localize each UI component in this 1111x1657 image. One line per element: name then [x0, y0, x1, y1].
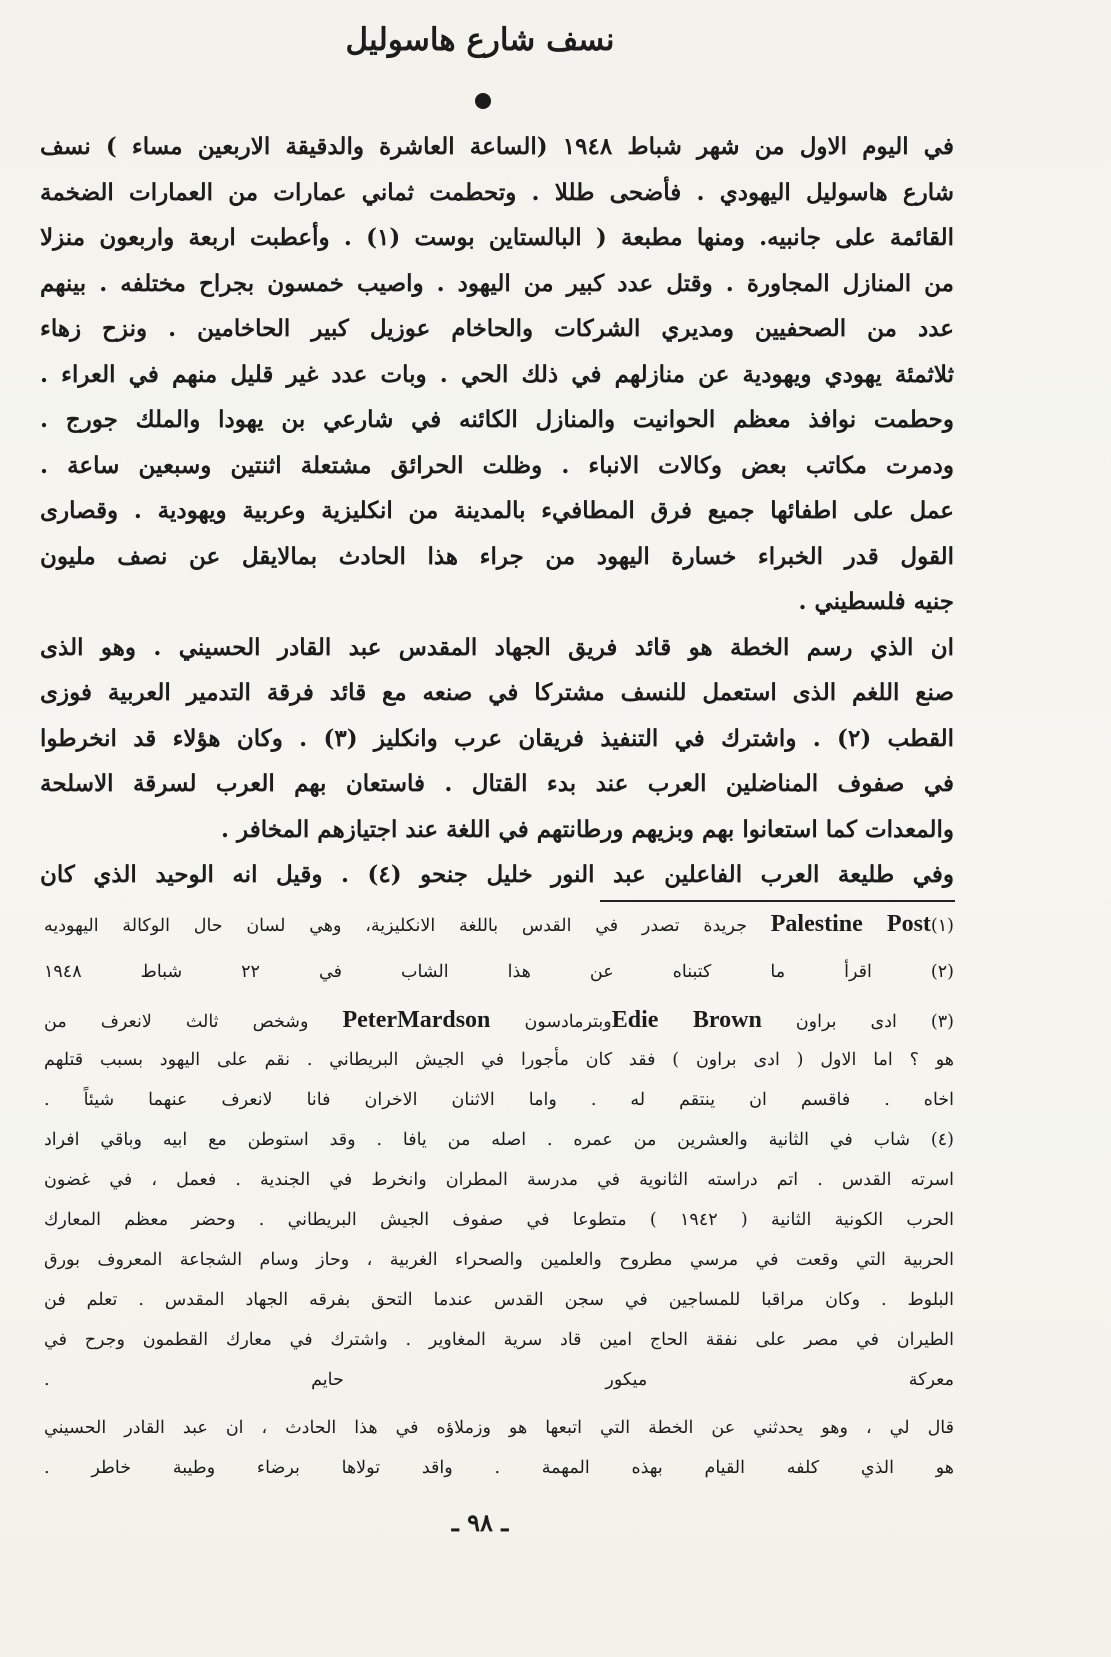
footnote-4: (٤) شاب في الثانية والعشرين من عمره . اصله من يافا . وقد استوطن مع ابيه وباقي افراد [44, 1130, 954, 1150]
footnote-3 [44, 1000, 954, 1040]
page-number: ـ ٩٨ ـ [451, 1508, 509, 1537]
footnote-latin-term: Edie Brown [611, 1007, 762, 1033]
text-line: عدد من الصحفيين ومديري الشركات والحاخام عوزيل كبير الحاخامين . ونزح زهاء [40, 315, 954, 342]
footnote-line: اسرته القدس . اتم دراسته الثانوية في مدرسة المطران وانخرط في الجندية . فعمل ، في غضون [44, 1170, 954, 1190]
text-line: القول قدر الخبراء خسارة اليهود من جراء هذا الحادث بمالايقل عن نصف مليون [40, 542, 954, 570]
text-line: من المنازل المجاورة . وقتل عدد كبير من اليهود . واصيب خمسون بجراح مختلفه . بينهم [40, 269, 954, 297]
closing-line: قال لي ، وهو يحدثني عن الخطة التي اتبعها هو وزملاؤه في هذا الحادث ، ان عبد القادر الحسيني [44, 1418, 954, 1438]
closing-line: هو الذي كلفه القيام بهذه المهمة . واقد تولاها برضاء وطيبة خاطر . [44, 1458, 954, 1478]
footnote-line: البلوط . وكان مراقبا للمساجين في سجن القدس عندما التحق بفرقه الجهاد المقدس . تعلم فن [44, 1290, 954, 1310]
footnote-text: جريدة تصدر في القدس باللغة الانكليزية، وهي لسان حال الوكالة اليهوديه [44, 916, 748, 936]
text-line: وحطمت نوافذ معظم الحوانيت والمنازل الكائنه في شارعي بن يهودا والملك جورج . [40, 406, 954, 433]
footnote-latin-term: Palestine Post [770, 911, 931, 937]
footnote-marker: (١) [930, 916, 954, 936]
footnote-text: وبترمادسون [524, 1012, 612, 1032]
footnote-line: معركة ميكور حايم . [44, 1370, 954, 1390]
footnote-line: هو ؟ اما الاول ( ادى براون ) فقد كان مأجورا في الجيش البريطاني . نقم على اليهود بسبب قتلهم [44, 1050, 954, 1070]
footnote-line: الحرب الكونية الثانية ( ١٩٤٢ ) متطوعا في صفوف الجيش البريطاني . وحضر معظم المعارك [44, 1210, 954, 1230]
footnote-2: (٢) اقرأ ما كتبناه عن هذا الشاب في ٢٢ شباط ١٩٤٨ [44, 962, 954, 982]
text-line: جنيه فلسطيني . [798, 588, 954, 615]
footnote-line: اخاه . فاقسم ان ينتقم له . واما الاثنان الاخران فانا لانعرف عنهما شيئاً . [44, 1090, 954, 1110]
text-line: ان الذي رسم الخطة هو قائد فريق الجهاد المقدس عبد القادر الحسيني . وهو الذى [40, 633, 954, 661]
text-line: عمل على اطفائها جميع فرق المطافيء بالمدينة من انكليزية وعربية ويهودية . وقصارى [40, 497, 954, 524]
footnotes [44, 904, 954, 1488]
text-line: القائمة على جانبيه. ومنها مطبعة ( البالستاين بوست (١) . وأعطبت اربعة واربعون منزلا [40, 224, 954, 251]
text-line: القطب (٢) . واشترك في التنفيذ فريقان عرب وانكليز (٣) . وكان هؤلاء قد انخرطوا [40, 724, 954, 752]
text-line: في صفوف المناضلين العرب عند بدء القتال . فاستعان بهم العرب لسرقة الاسلحة [40, 770, 954, 797]
text-line: ودمرت مكاتب بعض وكالات الانباء . وظلت الحرائق مشتعلة اثنتين وسبعين ساعة . [40, 451, 954, 479]
text-line: شارع هاسوليل اليهودي . فأضحى طللا . وتحطمت ثماني عمارات من العمارات الضخمة [40, 178, 954, 206]
footnote-line: الحربية التي وقعت في مرسي مطروح والعلمين والصحراء الغربية ، وحاز وسام الشجاعة المعروف بورق [44, 1250, 954, 1270]
footnote-text: (٣) ادى براون [795, 1012, 954, 1032]
text-line: صنع اللغم الذى استعمل للنسف مشتركا في صنعه مع قائد فرقة التدمير العربية فوزى [40, 679, 954, 706]
text-line: والمعدات كما استعانوا بهم وبزيهم ورطانتهم في اللغة عند اجتيازهم المخافر . [221, 815, 954, 843]
footnote-text: وشخص ثالث لانعرف من [44, 1012, 309, 1032]
footnote-1 [44, 904, 954, 944]
text-line: في اليوم الاول من شهر شباط ١٩٤٨ (الساعة العاشرة والدقيقة الاربعين مساء ) نسف [40, 133, 954, 160]
footnote-separator [600, 900, 955, 902]
footnote-line: الطيران في مصر على نفقة الحاج امين قاد سرية المغاوير . واشترك في معارك القطمون وجرح في [44, 1330, 954, 1350]
bullet-ornament [475, 93, 491, 109]
text-line: ثلاثمئة يهودي ويهودية عن منازلهم في ذلك الحي . وبات عدد غير قليل منهم في العراء . [40, 360, 954, 388]
footnote-latin-term: PeterMardson [342, 1007, 491, 1033]
main-text [40, 124, 954, 898]
text-line: وفي طليعة العرب الفاعلين عبد النور خليل جنحو (٤) . وقيل انه الوحيد الذي كان [40, 861, 954, 888]
page-title: نسف شارع هاسوليل [345, 22, 615, 58]
